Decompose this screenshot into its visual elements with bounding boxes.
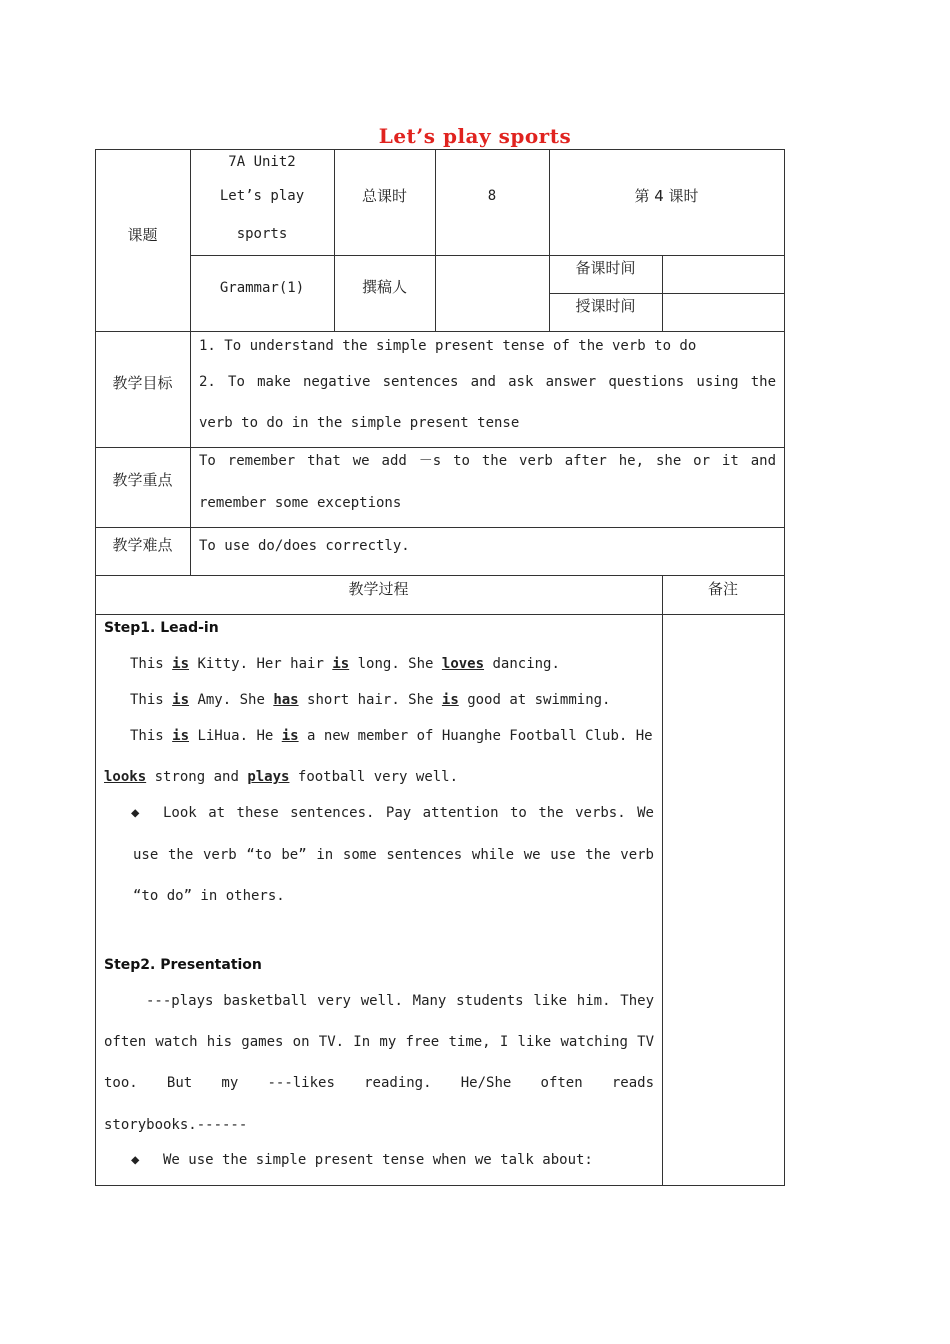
- page-title: Let’s play sports: [378, 124, 572, 148]
- step2-paragraph-line-4: storybooks.------: [104, 1117, 248, 1133]
- unit-line-1: 7A Unit2: [228, 154, 296, 170]
- diamond-bullet-icon: ◆: [131, 1152, 140, 1168]
- step2-note: We use the simple present tense when we talk about:: [163, 1152, 593, 1168]
- topic-label: 课题: [127, 226, 158, 244]
- step1-sentence-3: This is LiHua. He is a new member of Huanghe Football Club. He: [130, 728, 653, 744]
- teach-time-label: 授课时间: [575, 297, 636, 315]
- objective-line-1: 1. To understand the simple present tense of the verb to do: [199, 338, 697, 354]
- step2-paragraph-line-2: often watch his games on TV. In my free time, I like watching TV: [104, 1034, 654, 1050]
- lesson-number: 第 4 课时: [634, 187, 699, 205]
- step2-paragraph-line-3: too. But my ---likes reading. He/She often reads: [104, 1075, 654, 1091]
- prep-time-label: 备课时间: [575, 259, 636, 277]
- key-point-line-1: To remember that we add －s to the verb after he, she or it and: [199, 453, 776, 469]
- objectives-label: 教学目标: [112, 374, 173, 392]
- step1-note-1: Look at these sentences. Pay attention to the verbs. We: [163, 805, 654, 821]
- step1-sentence-1: This is Kitty. Her hair is long. She loves dancing.: [130, 656, 560, 672]
- objective-line-3: verb to do in the simple present tense: [199, 415, 520, 431]
- step1-note-3: “to do” in others.: [133, 888, 285, 904]
- key-point-line-2: remember some exceptions: [199, 495, 402, 511]
- difficulty-line-1: To use do/does correctly.: [199, 538, 410, 554]
- step1-sentence-2: This is Amy. She has short hair. She is good at swimming.: [130, 692, 611, 708]
- objective-line-2: 2. To make negative sentences and ask answer questions using the: [199, 374, 776, 390]
- step1-heading: Step1. Lead-in: [104, 620, 219, 636]
- diamond-bullet-icon: ◆: [131, 805, 140, 821]
- key-points-label: 教学重点: [112, 471, 173, 489]
- unit-line-2: Let’s play: [219, 188, 305, 204]
- process-header: 教学过程: [348, 580, 409, 598]
- total-hours-value: 8: [487, 188, 497, 204]
- difficulties-label: 教学难点: [112, 536, 173, 554]
- step1-note-2: use the verb “to be” in some sentences while we use the verb: [133, 847, 654, 863]
- step2-heading: Step2. Presentation: [104, 957, 262, 973]
- step2-paragraph-line-1: ---plays basketball very well. Many students like him. They: [146, 993, 654, 1009]
- total-hours-label: 总课时: [361, 187, 407, 205]
- unit-line-3: sports: [236, 226, 288, 242]
- notes-header: 备注: [707, 580, 738, 598]
- author-label: 撰稿人: [361, 278, 407, 296]
- step1-sentence-4: looks strong and plays football very well.: [104, 769, 459, 785]
- grammar-label: Grammar(1): [219, 280, 305, 296]
